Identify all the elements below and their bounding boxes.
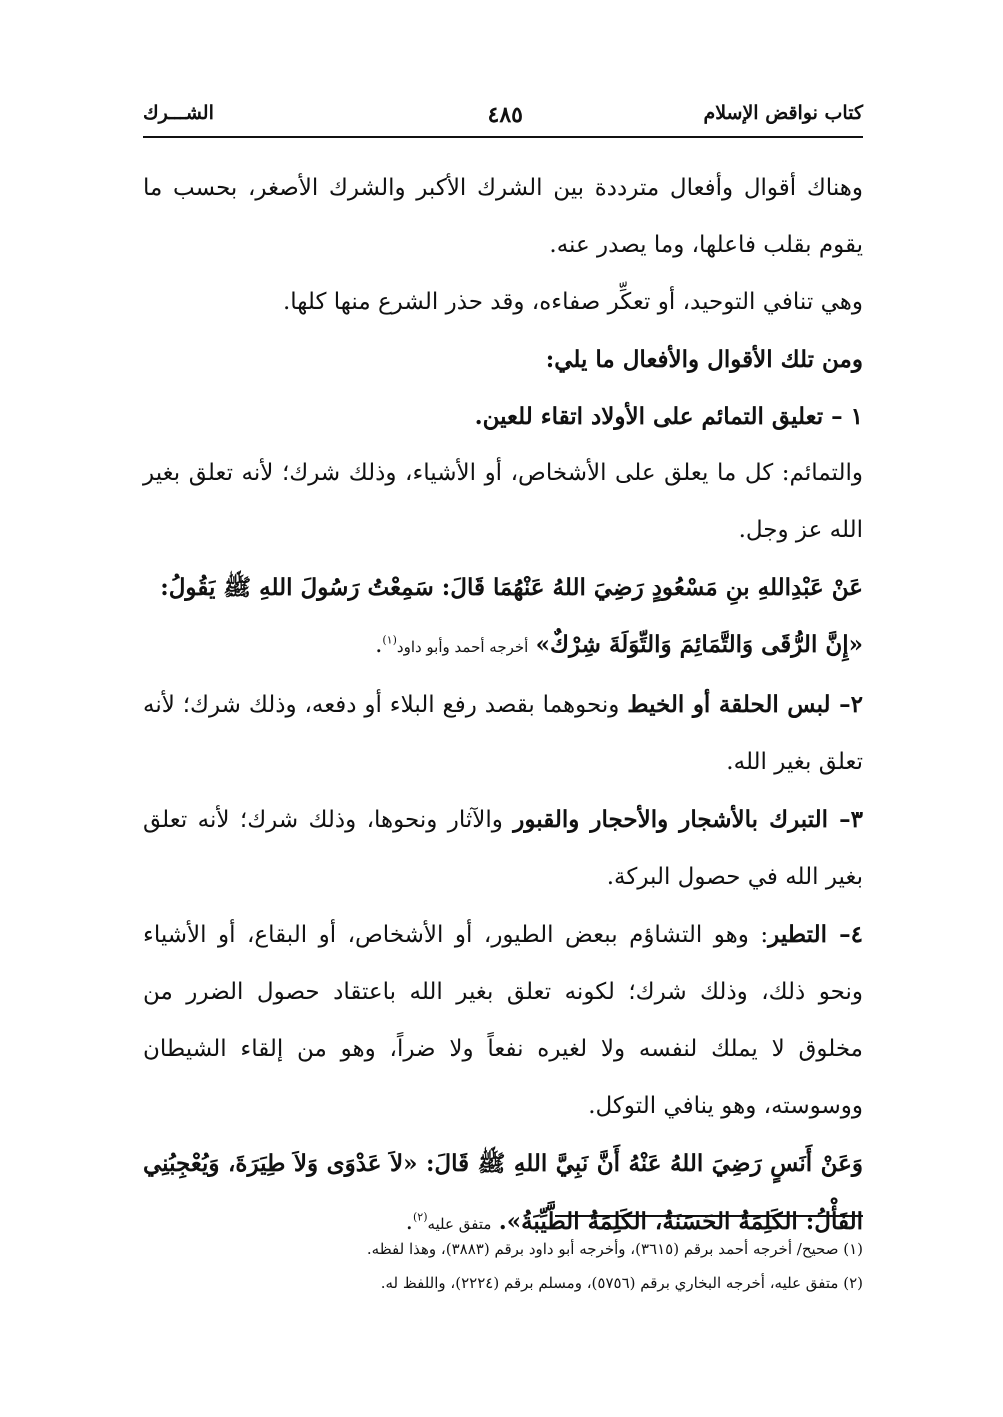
hadith-2-source: متفق عليه <box>427 1215 492 1233</box>
item-3-lead: ٣– التبرك بالأشجار والأحجار والقبور <box>513 806 863 833</box>
item-2 <box>143 676 863 791</box>
item-4-text: : وهو التشاؤم ببعض الطيور، أو الأشخاص، أو البقاع، أو الأشياء ونحو ذلك، وذلك شرك؛ لكونه تعلق بغير الله باعتقاد حصول الضرر من مخلوق لا يملك لنفسه ولا لغيره نفعاً ولا ضراً، وهو من إلقاء الشيطان ووسوسته، وهو ينافي التوكل. <box>143 922 863 1119</box>
item-1-text: والتمائم: كل ما يعلق على الأشخاص، أو الأشياء، وذلك شرك؛ لأنه تعلق بغير الله عز وجل. <box>143 460 863 543</box>
paragraph-intro: وهناك أقوال وأفعال مترددة بين الشرك الأكبر والشرك الأصغر، بحسب ما يقوم بقلب فاعلها، وما يصدر عنه. <box>143 175 863 258</box>
item-3 <box>143 791 863 906</box>
hadith-1: «إِنَّ الرُّقَى وَالتَّمَائِمَ وَالتِّوَلَةَ شِرْكٌ» أخرجه أحمد وأبو داود$^{(١)}$. <box>375 631 863 658</box>
hadith-1-source: أخرجه أحمد وأبو داود <box>396 638 529 656</box>
book-title: كتاب نواقض الإسلام <box>703 102 863 124</box>
item-1-heading: ١ – تعليق التمائم على الأولاد اتقاء للعين. <box>474 403 863 430</box>
footnote-ref-1[interactable]: (١) <box>382 633 397 647</box>
item-2-lead: ٢– لبس الحلقة أو الخيط <box>627 691 863 718</box>
main-text <box>143 160 863 1253</box>
running-header <box>143 96 863 130</box>
hadith-1-text: «إِنَّ الرُّقَى وَالتَّمَائِمَ وَالتِّوَلَةَ شِرْكٌ» <box>535 631 863 658</box>
chapter-title: الشـــرك <box>143 102 214 124</box>
item-4-lead: ٤– التطير <box>768 921 863 948</box>
footnote-1: (١) صحيح/ أخرجه أحمد برقم (٣٦١٥)، وأخرجه أبو داود برقم (٣٨٨٣)، وهذا لفظه. <box>366 1240 863 1258</box>
item-4 <box>143 906 863 1135</box>
page-number: ٤٨٥ <box>487 102 523 128</box>
footnote-ref-2[interactable]: (٢) <box>412 1210 428 1224</box>
hadith-2: وَعَنْ أَنَسٍ رَضِيَ اللهُ عَنْهُ أَنَّ نَبِيَّ اللهِ ﷺ قَالَ: «لاَ عَدْوَى وَلاَ طِيَرَةَ، وَيُعْجِبُنِي الفَأْلُ: الكَلِمَةُ الحَسَنَةُ، الكَلِمَةُ الطَّيِّبَةُ». متفق عليه$^{(٢)}$. <box>143 1150 863 1235</box>
item-3-text: والآثار ونحوها، وذلك شرك؛ لأنه تعلق بغير الله في حصول البركة. <box>143 807 863 890</box>
item-2-text: ونحوهما بقصد رفع البلاء أو دفعه، وذلك شرك؛ لأنه تعلق بغير الله. <box>143 692 863 775</box>
footnote-divider <box>555 1215 863 1217</box>
footnote-2: (٢) متفق عليه، أخرجه البخاري برقم (٥٧٥٦)، ومسلم برقم (٢٢٢٤)، واللفظ له. <box>380 1274 863 1292</box>
footnotes <box>143 1232 863 1300</box>
paragraph-effect: وهي تنافي التوحيد، أو تعكِّر صفاءه، وقد حذر الشرع منها كلها. <box>282 289 863 315</box>
hadith-1-intro: عَنْ عَبْدِاللهِ بنِ مَسْعُودٍ رَضِيَ اللهُ عَنْهُمَا قَالَ: سَمِعْتُ رَسُولَ اللهِ ﷺ يَقُولُ: <box>160 574 863 601</box>
paragraph-list-intro: ومن تلك الأقوال والأفعال ما يلي: <box>545 346 863 373</box>
hadith-2-text: وَعَنْ أَنَسٍ رَضِيَ اللهُ عَنْهُ أَنَّ نَبِيَّ اللهِ ﷺ قَالَ: «لاَ عَدْوَى وَلاَ طِيَرَةَ، وَيُعْجِبُنِي الفَأْلُ: الكَلِمَةُ الحَسَنَةُ، الكَلِمَةُ الطَّيِّبَةُ». <box>143 1150 863 1235</box>
header-divider <box>143 136 863 138</box>
